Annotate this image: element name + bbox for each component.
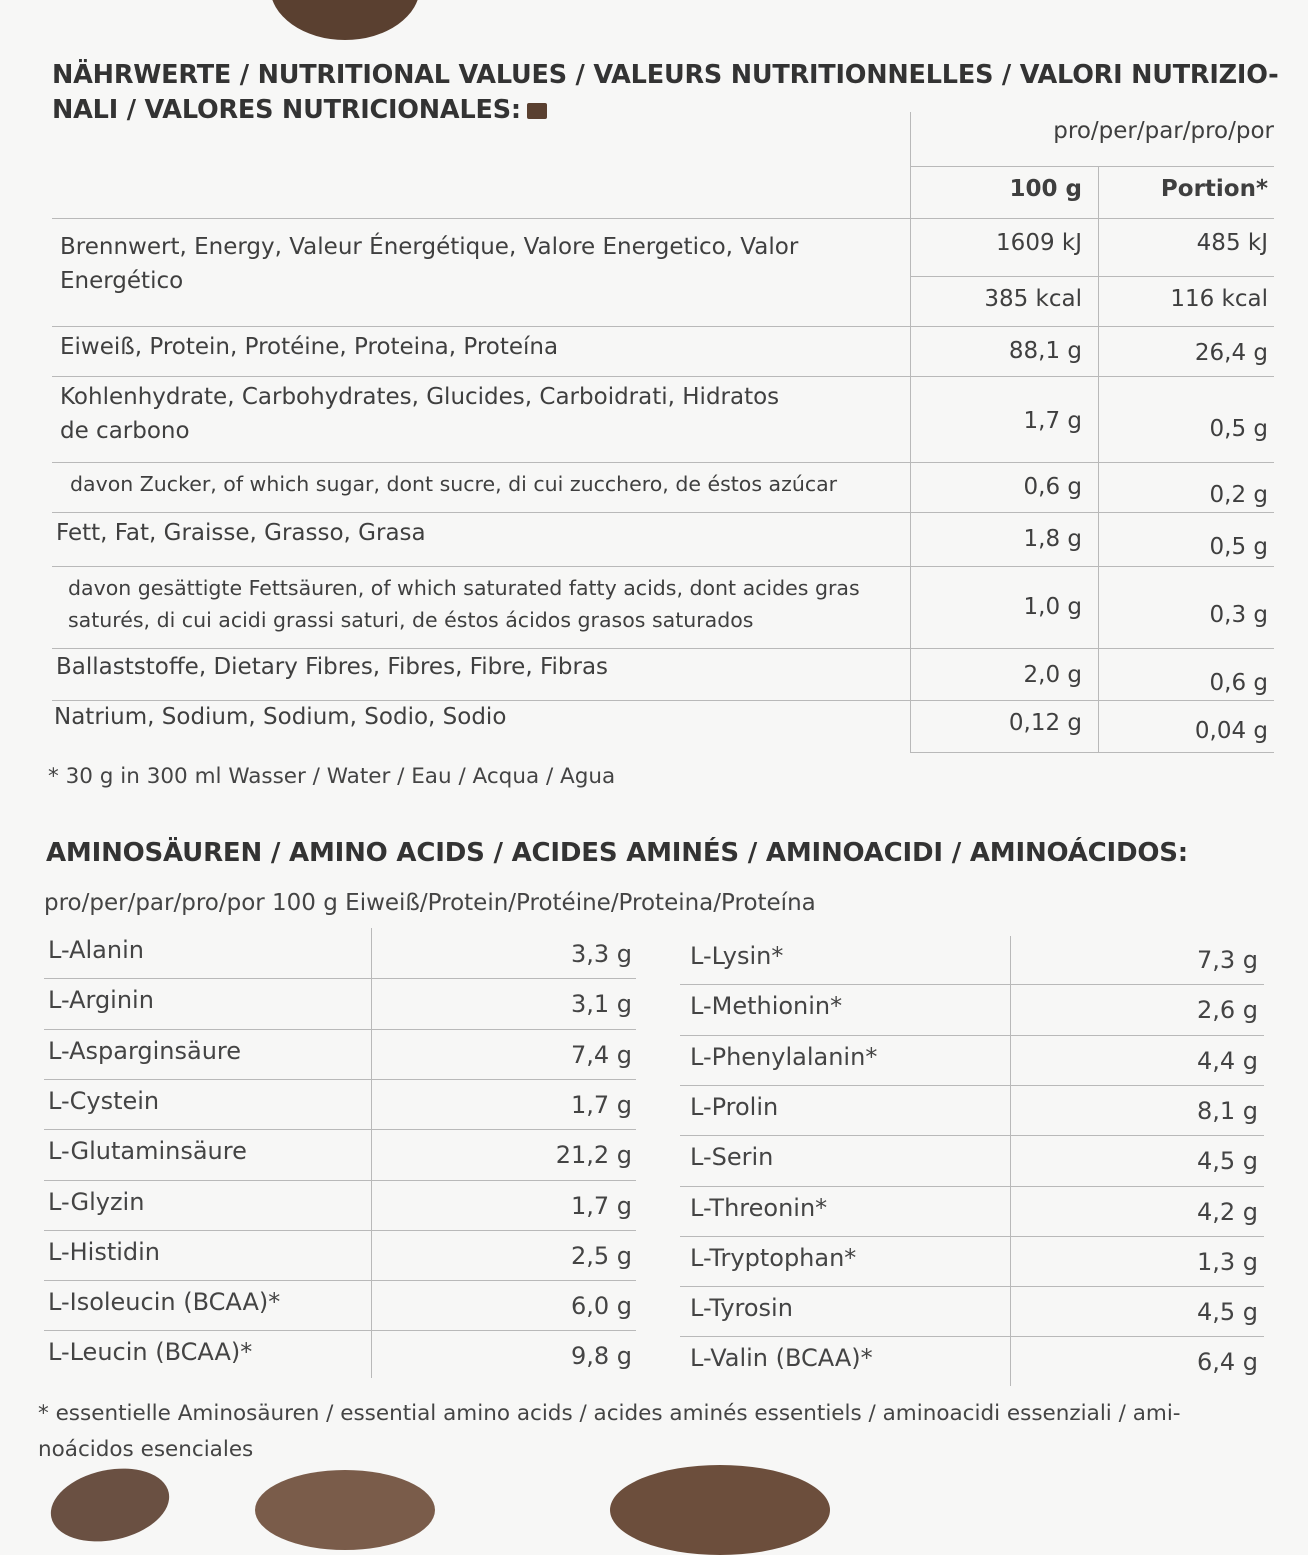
row-divider — [44, 1280, 636, 1281]
amino-acid-name: L-Lysin* — [690, 942, 784, 970]
row-divider — [52, 648, 1274, 649]
row-divider — [680, 1085, 1264, 1086]
row-divider — [44, 1230, 636, 1231]
row-divider — [44, 1330, 636, 1331]
column-header-portion: Portion* — [1160, 176, 1268, 202]
amino-acid-name: L-Leucin (BCAA)* — [48, 1338, 253, 1367]
row-divider — [52, 512, 1274, 513]
energy-label-cont: Energético — [60, 268, 184, 294]
row-divider — [44, 1180, 636, 1181]
row-divider — [680, 1336, 1264, 1337]
package-artwork-bottom — [255, 1470, 435, 1550]
protein-portion: 26,4 g — [1194, 340, 1268, 366]
sugar-100g: 0,6 g — [1023, 474, 1082, 500]
row-divider — [52, 376, 1274, 377]
energy-kj-portion: 485 kJ — [1196, 230, 1268, 256]
essential-footnote — [38, 1396, 1278, 1468]
fibres-portion: 0,6 g — [1209, 670, 1268, 696]
essential-footnote-line1: * essentielle Aminosäuren / essential amino acids / acides aminés essentiels / aminoacidi essenziali / ami- — [38, 1401, 1181, 1426]
amino-acid-value: 3,3 g — [570, 940, 632, 968]
row-divider — [44, 1129, 636, 1130]
saturated-fat-portion: 0,3 g — [1209, 602, 1268, 628]
amino-acid-name: L-Arginin — [48, 986, 154, 1015]
amino-heading: AMINOSÄUREN / AMINO ACIDS / ACIDES AMINÉS / AMINOACIDI / AMINOÁCIDOS: — [46, 838, 1188, 868]
row-divider — [910, 166, 1274, 167]
amino-acid-value: 3,1 g — [570, 990, 632, 1019]
amino-acid-name: L-Asparginsäure — [48, 1036, 242, 1065]
row-divider — [910, 752, 1274, 753]
energy-kj-100g: 1609 kJ — [996, 230, 1082, 256]
sodium-portion: 0,04 g — [1194, 718, 1268, 744]
energy-kcal-100g: 385 kcal — [984, 286, 1082, 312]
row-divider — [680, 1035, 1264, 1036]
amino-acid-value: 1,7 g — [570, 1191, 632, 1220]
amino-acid-name: L-Alanin — [48, 936, 144, 964]
protein-100g: 88,1 g — [1008, 338, 1082, 364]
amino-acid-name: L-Isoleucin (BCAA)* — [48, 1288, 281, 1317]
column-header-100g: 100 g — [1009, 176, 1082, 202]
row-divider — [44, 1029, 636, 1030]
amino-acid-name: L-Tyrosin — [690, 1294, 793, 1323]
amino-acid-name: L-Tryptophan* — [690, 1243, 857, 1272]
nutrition-heading-line2: NALI / VALORES NUTRICIONALES: — [52, 95, 521, 125]
package-artwork-top — [270, 0, 420, 40]
fat-label: Fett, Fat, Graisse, Grasso, Grasa — [56, 520, 426, 546]
amino-acid-value: 2,6 g — [1196, 996, 1258, 1025]
energy-kcal-portion: 116 kcal — [1170, 286, 1268, 312]
amino-acid-value: 6,0 g — [570, 1292, 632, 1321]
saturated-fat-100g: 1,0 g — [1023, 594, 1082, 620]
column-divider — [1010, 936, 1011, 1386]
carbohydrates-100g: 1,7 g — [1023, 408, 1082, 434]
essential-footnote-line2: noácidos esenciales — [38, 1437, 254, 1462]
amino-acid-value: 4,5 g — [1196, 1147, 1258, 1176]
amino-acid-value: 4,2 g — [1196, 1197, 1258, 1226]
amino-acid-value: 7,3 g — [1196, 946, 1258, 974]
row-divider — [52, 462, 1274, 463]
amino-acid-value: 4,5 g — [1196, 1298, 1258, 1327]
amino-acid-value: 9,8 g — [570, 1342, 632, 1371]
portion-footnote: * 30 g in 300 ml Wasser / Water / Eau / Acqua / Agua — [48, 764, 616, 789]
nutrition-table — [52, 108, 1274, 760]
sodium-label: Natrium, Sodium, Sodium, Sodio, Sodio — [54, 704, 507, 730]
protein-label: Eiweiß, Protein, Protéine, Proteina, Proteína — [60, 334, 559, 360]
amino-acid-name: L-Phenylalanin* — [690, 1042, 878, 1071]
row-divider — [52, 700, 1274, 701]
amino-acid-name: L-Methionin* — [690, 992, 843, 1021]
carbohydrates-label-cont: de carbono — [60, 418, 190, 444]
row-divider — [680, 1286, 1264, 1287]
amino-acid-value: 1,3 g — [1196, 1247, 1258, 1276]
amino-acid-name: L-Valin (BCAA)* — [690, 1344, 873, 1373]
saturated-fat-label-cont: saturés, di cui acidi grassi saturi, de éstos ácidos grasos saturados — [68, 608, 754, 632]
row-divider — [44, 1079, 636, 1080]
amino-acid-name: L-Glyzin — [48, 1187, 145, 1216]
fibres-100g: 2,0 g — [1023, 662, 1082, 688]
carbohydrates-portion: 0,5 g — [1209, 416, 1268, 442]
package-artwork-bottom — [610, 1465, 830, 1555]
sugar-portion: 0,2 g — [1209, 482, 1268, 508]
amino-acid-name: L-Glutaminsäure — [48, 1137, 247, 1166]
carbohydrates-label: Kohlenhydrate, Carbohydrates, Glucides, Carboidrati, Hidratos — [60, 384, 780, 410]
amino-acid-name: L-Threonin* — [690, 1193, 828, 1222]
amino-table — [44, 928, 1264, 1398]
fibres-label: Ballaststoffe, Dietary Fibres, Fibres, Fibre, Fibras — [56, 654, 609, 680]
amino-acid-value: 1,7 g — [570, 1090, 632, 1119]
per-label: pro/per/par/pro/por — [1053, 118, 1274, 144]
amino-acid-value: 7,4 g — [570, 1040, 632, 1069]
sodium-100g: 0,12 g — [1008, 710, 1082, 736]
row-divider — [52, 566, 1274, 567]
amino-acid-name: L-Serin — [690, 1143, 774, 1172]
fat-100g: 1,8 g — [1023, 526, 1082, 552]
row-divider — [680, 1236, 1264, 1237]
package-artwork-bottom — [44, 1458, 176, 1551]
row-divider — [910, 276, 1274, 277]
row-divider — [52, 218, 1274, 219]
amino-acid-name: L-Prolin — [690, 1092, 779, 1121]
row-divider — [680, 1135, 1264, 1136]
amino-acid-value: 8,1 g — [1196, 1096, 1258, 1125]
saturated-fat-label: davon gesättigte Fettsäuren, of which saturated fatty acids, dont acides gras — [68, 576, 860, 600]
sugar-label: davon Zucker, of which sugar, dont sucre, di cui zucchero, de éstos azúcar — [70, 472, 838, 496]
fat-portion: 0,5 g — [1209, 534, 1268, 560]
row-divider — [680, 1186, 1264, 1187]
row-divider — [52, 326, 1274, 327]
amino-subheading: pro/per/par/pro/por 100 g Eiweiß/Protein/Protéine/Proteina/Proteína — [44, 890, 816, 916]
column-divider — [371, 928, 372, 1378]
amino-acid-value: 6,4 g — [1196, 1348, 1258, 1377]
row-divider — [44, 978, 636, 979]
nutrition-heading-line1: NÄHRWERTE / NUTRITIONAL VALUES / VALEURS NUTRITIONNELLES / VALORI NUTRIZIO- — [52, 60, 1279, 90]
amino-acid-value: 21,2 g — [555, 1141, 632, 1170]
amino-acid-name: L-Cystein — [48, 1086, 160, 1115]
amino-acid-name: L-Histidin — [48, 1237, 161, 1266]
amino-acid-value: 4,4 g — [1196, 1046, 1258, 1075]
energy-label: Brennwert, Energy, Valeur Énergétique, Valore Energetico, Valor — [60, 234, 799, 260]
row-divider — [680, 984, 1264, 985]
amino-acid-value: 2,5 g — [570, 1241, 632, 1270]
